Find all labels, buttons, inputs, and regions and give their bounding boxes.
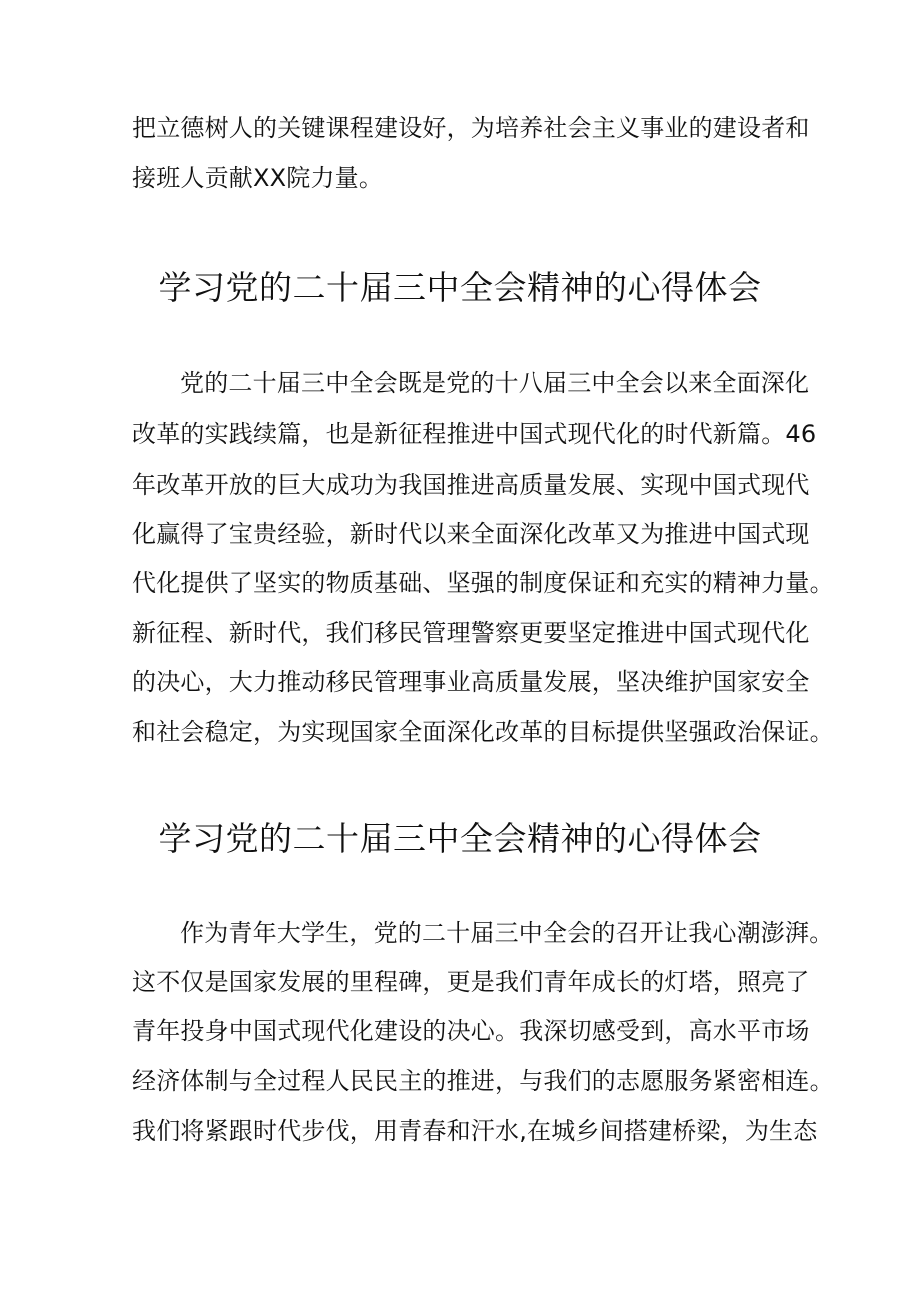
section-1-line-7: 的决心，大力推动移民管理事业高质量发展，坚决维护国家安全 bbox=[132, 668, 810, 696]
section-1-line-4: 化赢得了宝贵经验，新时代以来全面深化改革又为推进中国式现 bbox=[132, 520, 810, 548]
intro-line-1: 把立德树人的关键课程建设好，为培养社会主义事业的建设者和 bbox=[132, 114, 810, 142]
section-1-line-6: 新征程、新时代，我们移民管理警察更要坚定推进中国式现代化 bbox=[132, 619, 810, 647]
intro-line-2: 接班人贡献XX院力量。 bbox=[132, 164, 384, 192]
section-2-line-5: 我们将紧跟时代步伐，用青春和汗水,在城乡间搭建桥梁，为生态 bbox=[132, 1117, 818, 1145]
section-1-line-3: 年改革开放的巨大成功为我国推进高质量发展、实现中国式现代 bbox=[132, 471, 810, 499]
section-2-line-3: 青年投身中国式现代化建设的决心。我深切感受到，高水平市场 bbox=[132, 1017, 810, 1045]
section-2-line-2: 这不仅是国家发展的里程碑，更是我们青年成长的灯塔，照亮了 bbox=[132, 968, 810, 996]
section-2-title: 学习党的二十届三中全会精神的心得体会 bbox=[158, 819, 762, 858]
section-1-title: 学习党的二十届三中全会精神的心得体会 bbox=[158, 268, 762, 307]
section-1-line-1: 党的二十届三中全会既是党的十八届三中全会以来全面深化 bbox=[180, 369, 810, 397]
section-1-line-2: 改革的实践续篇，也是新征程推进中国式现代化的时代新篇。46 bbox=[132, 420, 817, 448]
section-2-line-4: 经济体制与全过程人民民主的推进，与我们的志愿服务紧密相连。 bbox=[132, 1067, 834, 1095]
section-1-line-5: 代化提供了坚实的物质基础、坚强的制度保证和充实的精神力量。 bbox=[132, 569, 834, 597]
section-1-line-8: 和社会稳定，为实现国家全面深化改革的目标提供坚强政治保证。 bbox=[132, 718, 834, 746]
section-2-line-1: 作为青年大学生，党的二十届三中全会的召开让我心潮澎湃。 bbox=[180, 919, 834, 947]
